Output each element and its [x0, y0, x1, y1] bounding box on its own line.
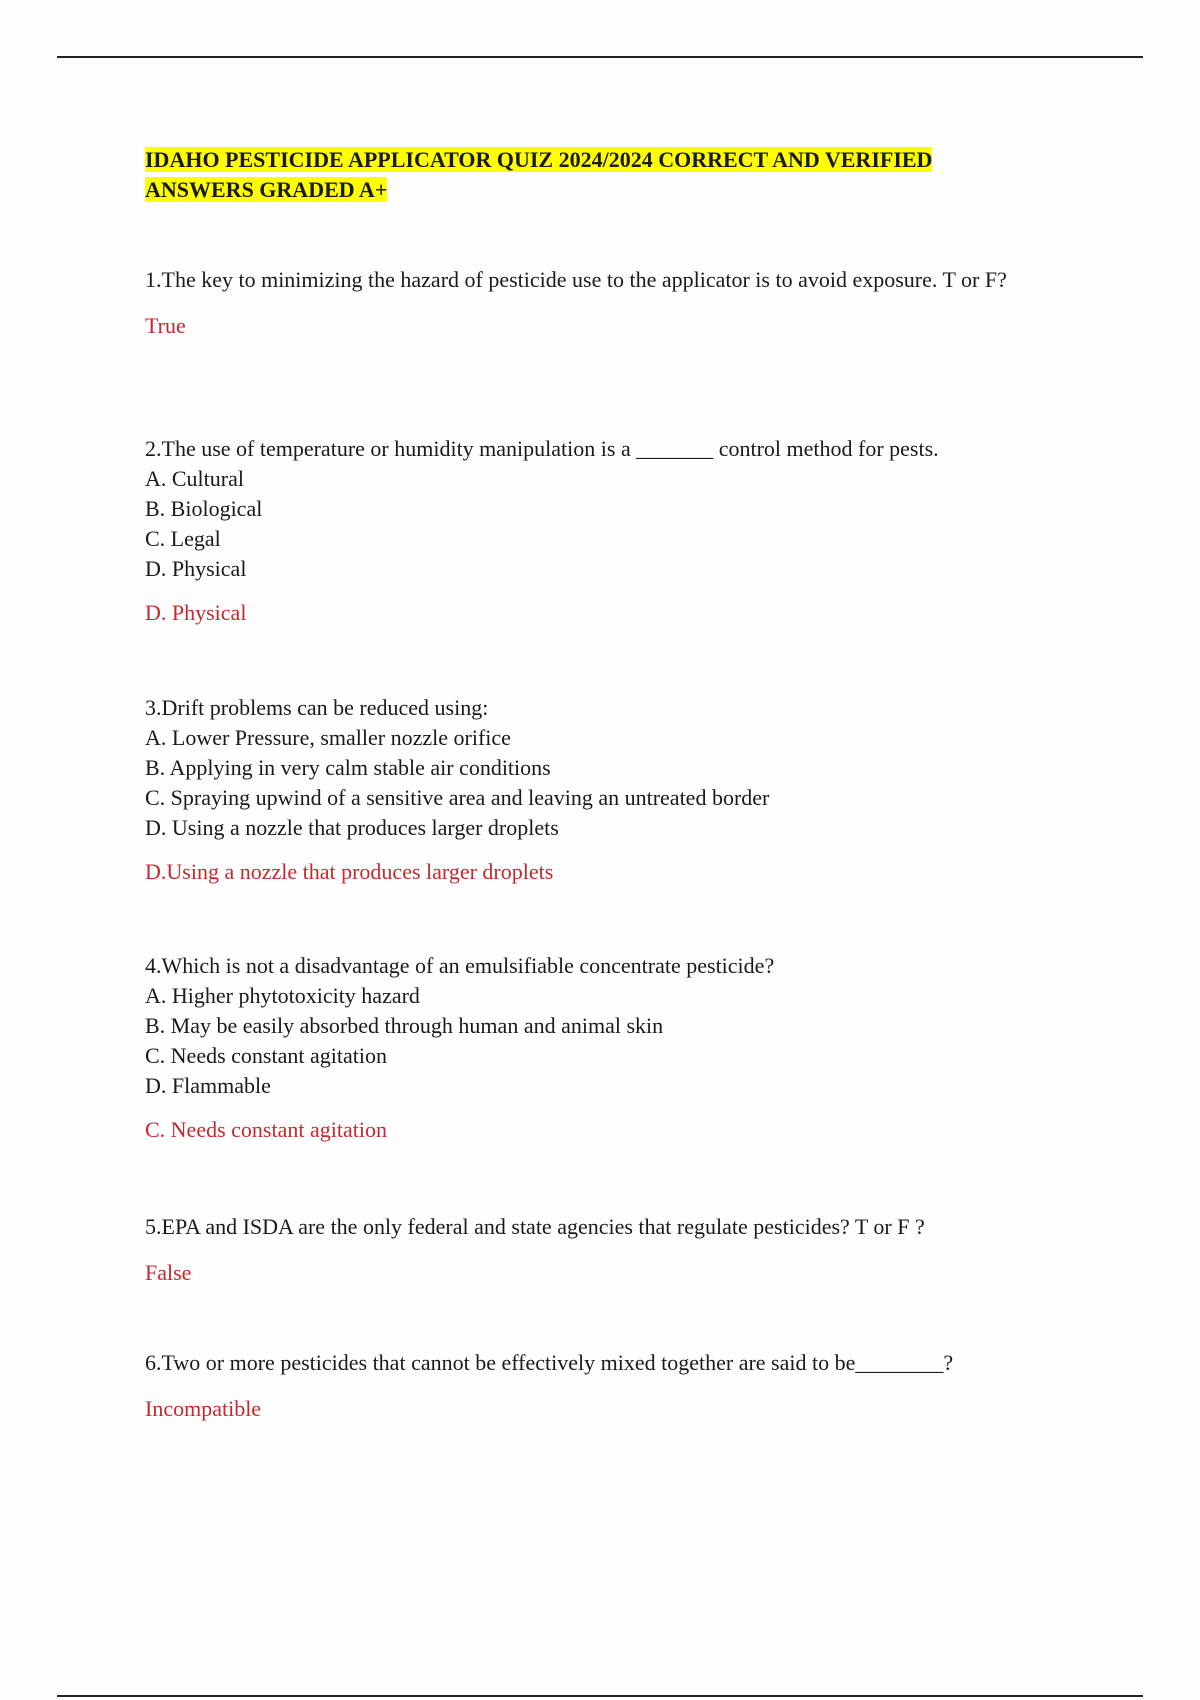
option-d: D. Using a nozzle that produces larger droplets — [145, 815, 559, 840]
answer-text: D. Physical — [145, 600, 247, 625]
option-b: B. Biological — [145, 496, 263, 521]
option-b: B. May be easily absorbed through human and animal skin — [145, 1013, 664, 1038]
question-5 — [145, 1212, 1075, 1288]
question-text: 6.Two or more pesticides that cannot be effectively mixed together are said to be________? — [145, 1350, 954, 1375]
question-2 — [145, 434, 1075, 628]
option-a: A. Cultural — [145, 466, 244, 491]
question-3 — [145, 693, 1075, 887]
question-text: 3.Drift problems can be reduced using: — [145, 695, 489, 720]
option-a: A. Higher phytotoxicity hazard — [145, 983, 420, 1008]
option-c: C. Spraying upwind of a sensitive area and leaving an untreated border — [145, 785, 770, 810]
option-a: A. Lower Pressure, smaller nozzle orifice — [145, 725, 511, 750]
answer-text: Incompatible — [145, 1396, 262, 1421]
question-6 — [145, 1348, 1075, 1424]
option-c: C. Legal — [145, 526, 221, 551]
answer-text: False — [145, 1260, 192, 1285]
question-text: 5.EPA and ISDA are the only federal and state agencies that regulate pesticides? T or F ? — [145, 1214, 925, 1239]
question-text: 4.Which is not a disadvantage of an emulsifiable concentrate pesticide? — [145, 953, 775, 978]
title-line-2: ANSWERS GRADED A+ — [145, 177, 388, 202]
option-b: B. Applying in very calm stable air conditions — [145, 755, 551, 780]
question-text: 2.The use of temperature or humidity manipulation is a _______ control method for pests. — [145, 436, 939, 461]
header-rule — [57, 56, 1143, 58]
option-c: C. Needs constant agitation — [145, 1043, 387, 1068]
option-d: D. Flammable — [145, 1073, 271, 1098]
question-text: 1.The key to minimizing the hazard of pesticide use to the applicator is to avoid exposure. T or F? — [145, 267, 1007, 292]
answer-text: True — [145, 313, 186, 338]
answer-text: D.Using a nozzle that produces larger droplets — [145, 859, 554, 884]
footer-rule — [57, 1695, 1143, 1697]
title-line-1: IDAHO PESTICIDE APPLICATOR QUIZ 2024/2024 CORRECT AND VERIFIED — [145, 147, 933, 172]
question-4 — [145, 951, 1075, 1145]
answer-text: C. Needs constant agitation — [145, 1117, 387, 1142]
option-d: D. Physical — [145, 556, 247, 581]
question-1 — [145, 265, 1075, 341]
document-title — [145, 145, 1075, 205]
